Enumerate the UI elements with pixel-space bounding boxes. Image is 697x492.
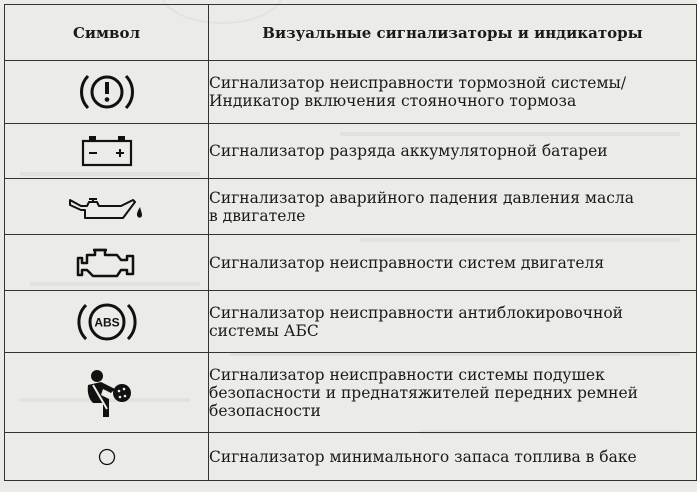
description-cell: [209, 353, 697, 433]
brake-warning-icon: [78, 67, 136, 117]
description-cell: [209, 433, 697, 481]
symbol-cell: [5, 235, 209, 291]
fuel-level-icon: [96, 446, 118, 468]
table-header-row: [5, 5, 697, 61]
table-row: [5, 124, 697, 179]
symbol-column-header: Символ: [5, 5, 209, 61]
table-row: [5, 235, 697, 291]
description-line: Сигнализатор неисправности систем двигателя: [209, 253, 605, 272]
description-cell: [209, 124, 697, 179]
symbol-cell: [5, 179, 209, 235]
description-line: Сигнализатор неисправности системы подушек: [209, 365, 605, 384]
description-line: Индикатор включения стояночного тормоза: [209, 92, 577, 110]
symbol-cell: [5, 353, 209, 433]
airbag-icon: [79, 367, 135, 419]
table-row: [5, 353, 697, 433]
symbol-cell: [5, 433, 209, 481]
symbol-cell: [5, 61, 209, 124]
table-row: [5, 291, 697, 353]
description-line: Сигнализатор неисправности тормозной системы/: [209, 74, 627, 92]
description-line: безопасности: [209, 401, 321, 420]
table-row: [5, 179, 697, 235]
description-cell: [209, 179, 697, 235]
abs-icon-label: ABS: [93, 315, 120, 329]
oil-pressure-icon: [67, 189, 147, 225]
check-engine-icon: [73, 241, 141, 285]
warning-lights-table: [4, 4, 697, 481]
description-line: Сигнализатор минимального запаса топлива в баке: [209, 447, 637, 466]
table-row: [5, 61, 697, 124]
description-column-header: Визуальные сигнализаторы и индикаторы: [209, 5, 697, 61]
symbol-cell: [5, 124, 209, 179]
description-cell: [209, 61, 697, 124]
description-line: в двигателе: [209, 206, 306, 225]
description-line: Сигнализатор разряда аккумуляторной батареи: [209, 142, 608, 160]
description-cell: [209, 291, 697, 353]
description-line: системы АБС: [209, 321, 319, 340]
description-line: Сигнализатор аварийного падения давления масла: [209, 188, 634, 207]
battery-icon: [77, 133, 137, 169]
symbol-cell: [5, 291, 209, 353]
description-cell: [209, 235, 697, 291]
abs-icon: [76, 297, 138, 347]
description-line: безопасности и преднатяжителей передних ремней: [209, 383, 638, 402]
description-line: Сигнализатор неисправности антиблокировочной: [209, 303, 623, 322]
table-row: [5, 433, 697, 481]
